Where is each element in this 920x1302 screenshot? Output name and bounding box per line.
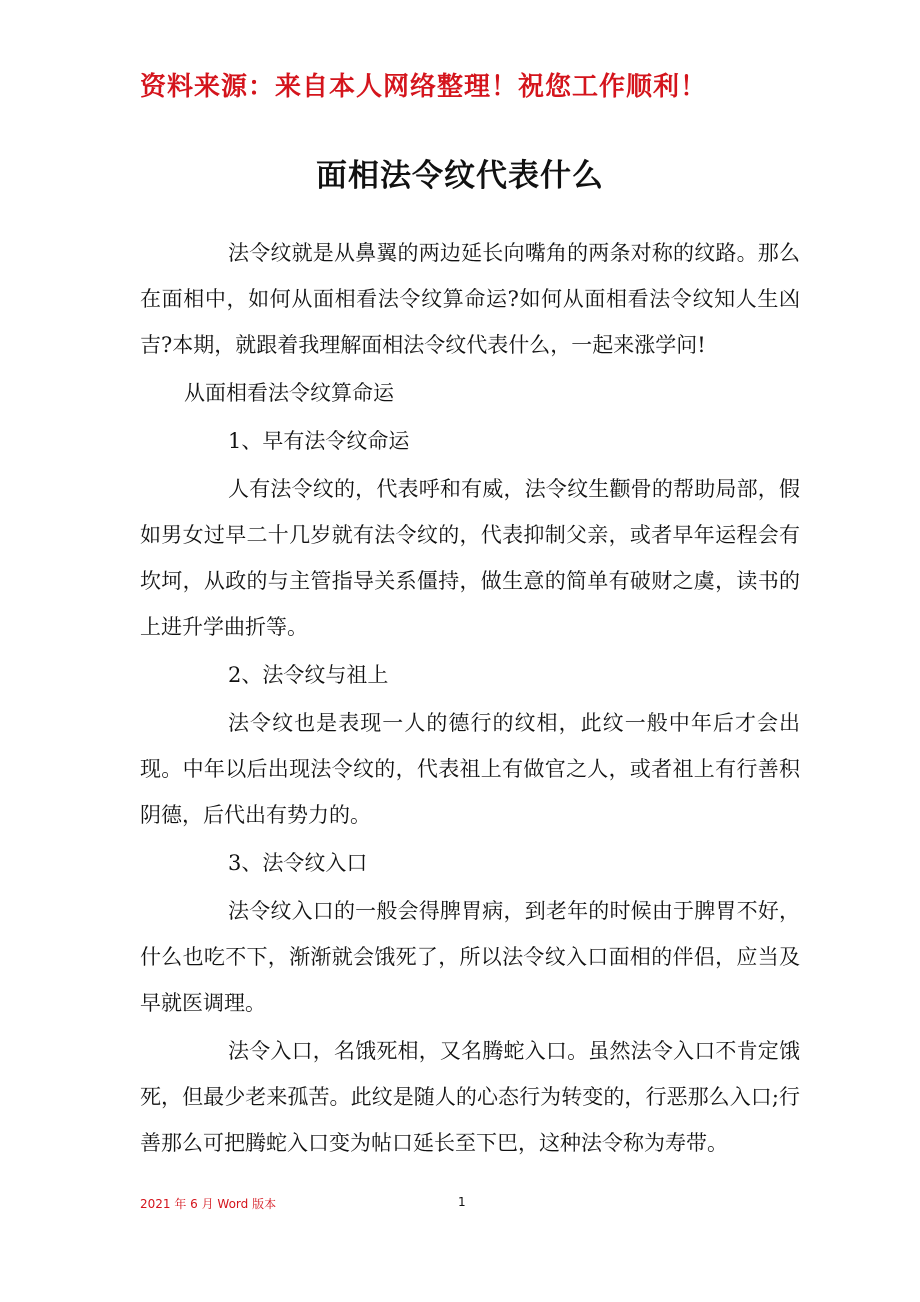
subheading-entering-mouth: 3、法令纹入口	[228, 851, 368, 875]
document-title: 面相法令纹代表什么	[316, 158, 604, 194]
paragraph-ancestry: 法令纹也是表现一人的德行的纹相，此纹一般中年后才会出现。中年以后出现法令纹的，代表祖上有做官之人，或者祖上有行善积阴德，后代出有势力的。	[140, 711, 800, 827]
subheading-early-lines: 1、早有法令纹命运	[228, 429, 410, 453]
paragraph-serpent: 法令入口，名饿死相，又名腾蛇入口。虽然法令入口不肯定饿死，但最少老来孤苦。此纹是随人的心态行为转变的，行恶那么入口;行善那么可把腾蛇入口变为帖口延长至下巴，这种法令称为寿带。	[140, 1039, 800, 1155]
footer-page-number: 1	[458, 1195, 466, 1209]
source-banner: 资料来源：来自本人网络整理！祝您工作顺利！	[140, 72, 708, 102]
footer-date-version: 2021 年 6 月 Word 版本	[140, 1197, 277, 1211]
page-footer	[140, 1195, 800, 1215]
paragraph-early-lines: 人有法令纹的，代表呼和有威，法令纹生颧骨的帮助局部，假如男女过早二十几岁就有法令纹的，代表抑制父亲，或者早年运程会有坎坷，从政的与主管指导关系僵持，做生意的简单有破财之虞，读书的上进升学曲折等。	[140, 477, 800, 639]
section-heading: 从面相看法令纹算命运	[184, 381, 394, 405]
paragraph-entering-mouth: 法令纹入口的一般会得脾胃病，到老年的时候由于脾胃不好，什么也吃不下，渐渐就会饿死了，所以法令纹入口面相的伴侣，应当及早就医调理。	[140, 899, 800, 1015]
subheading-ancestry: 2、法令纹与祖上	[228, 663, 389, 687]
document-body	[140, 230, 800, 1168]
intro-paragraph: 法令纹就是从鼻翼的两边延长向嘴角的两条对称的纹路。那么在面相中，如何从面相看法令纹算命运?如何从面相看法令纹知人生凶吉?本期，就跟着我理解面相法令纹代表什么，一起来涨学问!	[140, 241, 800, 357]
